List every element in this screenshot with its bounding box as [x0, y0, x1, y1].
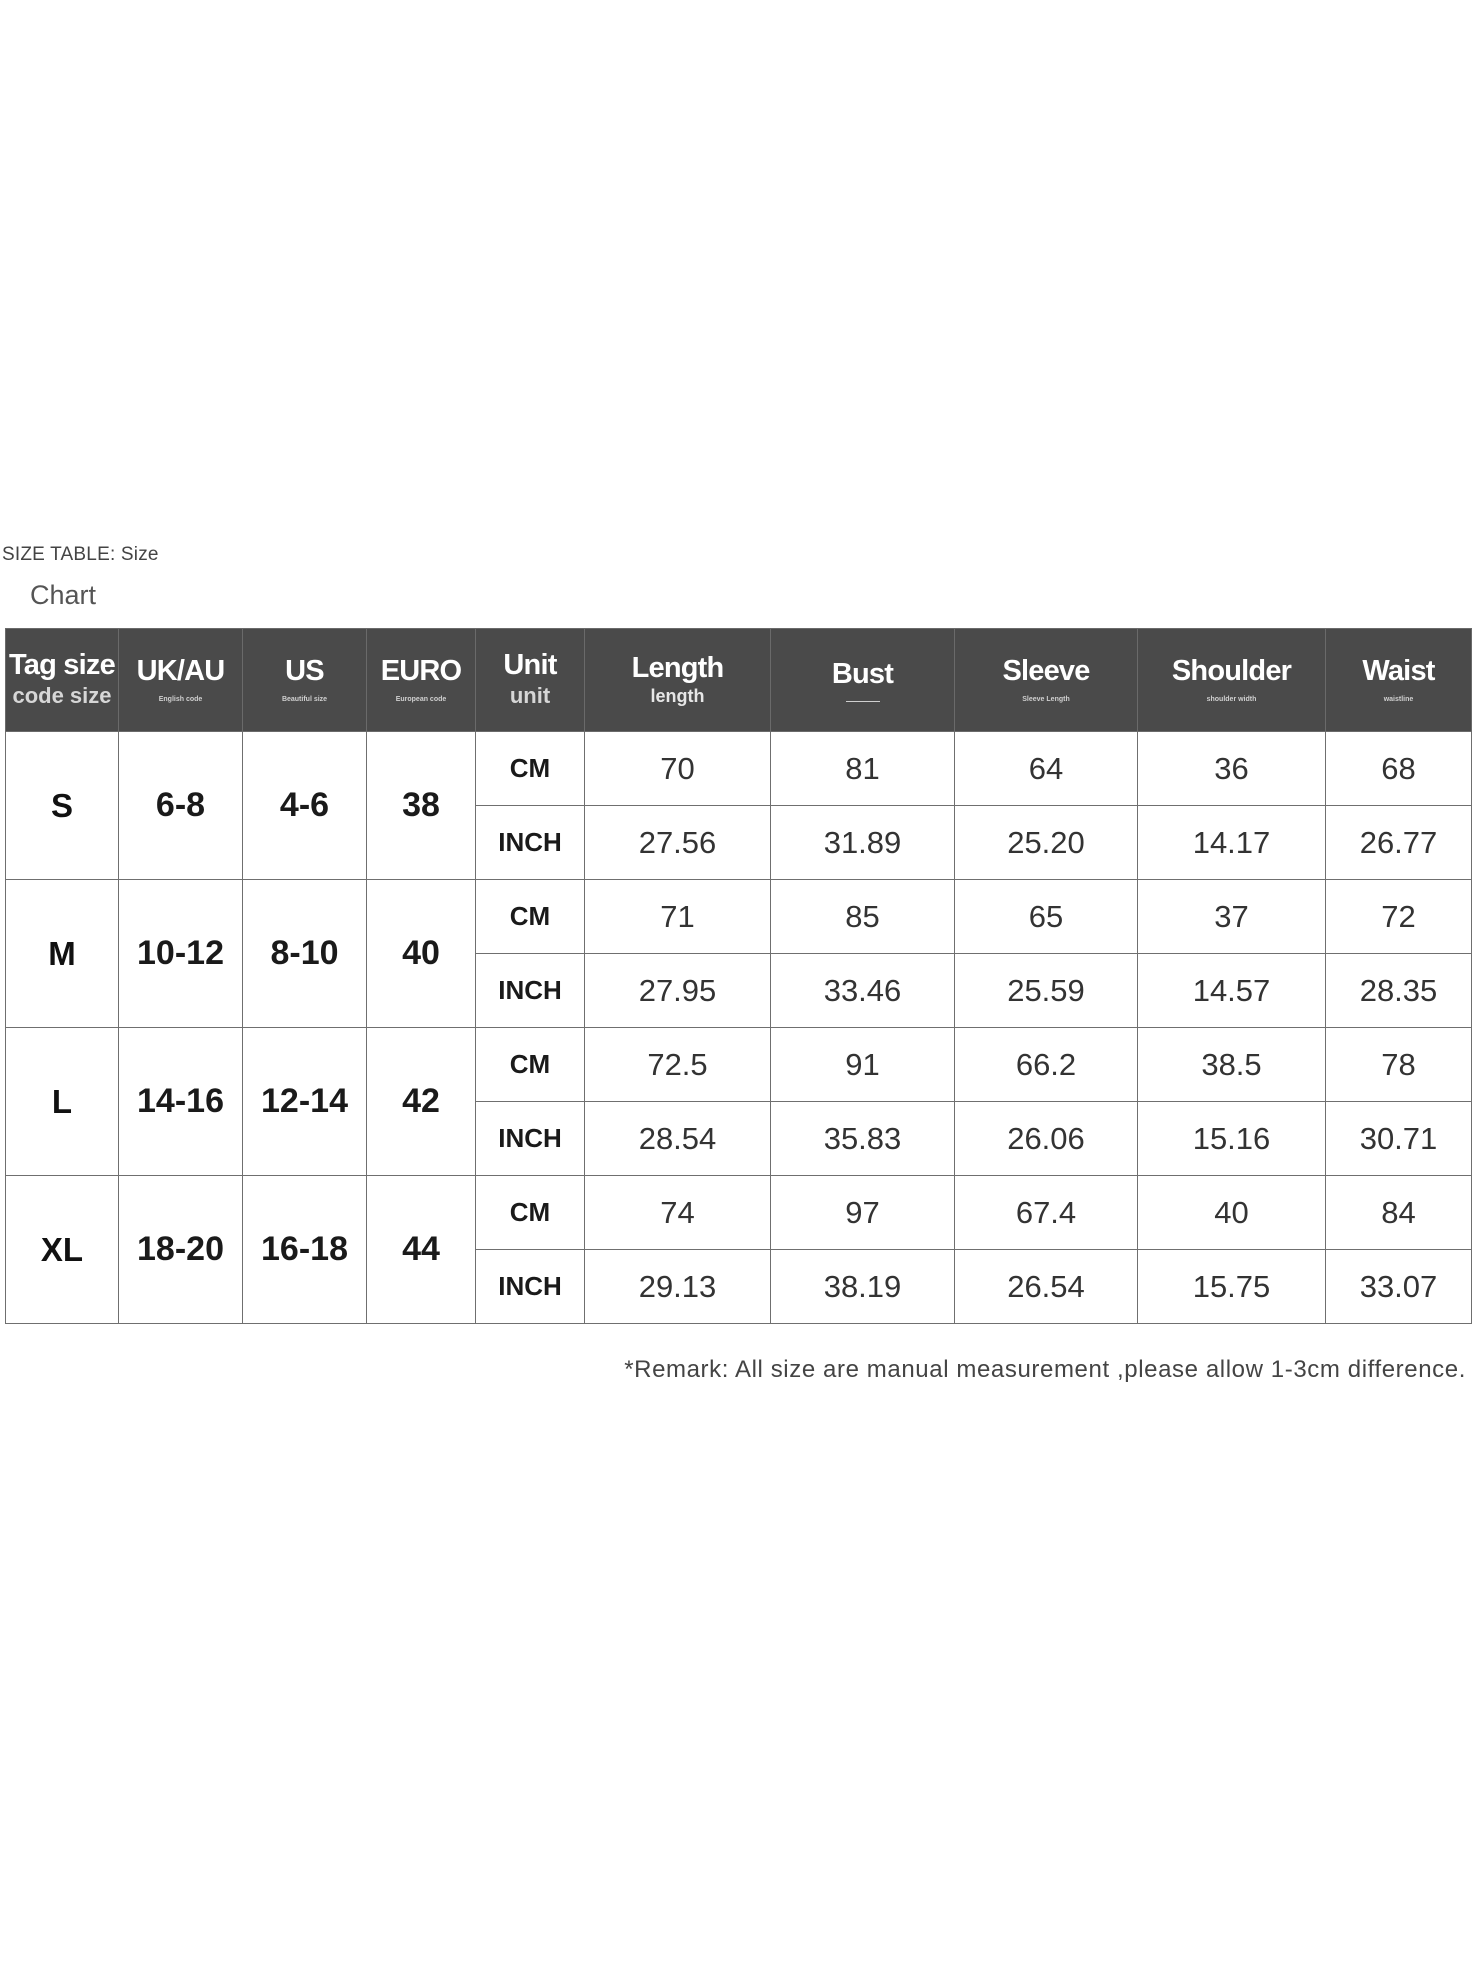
header-us-sublabel: Beautiful size: [281, 696, 328, 704]
bust-cell: 91: [771, 1028, 955, 1102]
sleeve-cell: 25.59: [955, 954, 1138, 1028]
euro-cell: 42: [367, 1028, 476, 1176]
table-row: [6, 1028, 1472, 1102]
waist-cell: 26.77: [1326, 806, 1472, 880]
bust-cell: 38.19: [771, 1250, 955, 1324]
unit-cell: CM: [476, 1028, 585, 1102]
header-shoulder: [1138, 629, 1326, 732]
header-ukau-label: UK/AU: [136, 655, 225, 688]
unit-cell: INCH: [476, 1102, 585, 1176]
waist-cell: 72: [1326, 880, 1472, 954]
length-cell: 27.56: [585, 806, 771, 880]
bust-cell: 31.89: [771, 806, 955, 880]
sleeve-cell: 66.2: [955, 1028, 1138, 1102]
header-tag-size-label: Tag size: [9, 649, 115, 682]
length-cell: 71: [585, 880, 771, 954]
caption-title: SIZE TABLE: Size: [2, 544, 159, 565]
size-cell: XL: [6, 1176, 119, 1324]
header-length-sublabel: length: [650, 685, 705, 706]
header-waist-label: Waist: [1362, 655, 1435, 688]
unit-cell: INCH: [476, 806, 585, 880]
header-euro-sublabel: European code: [395, 696, 447, 704]
us-cell: 4-6: [243, 732, 367, 880]
caption-subtitle: Chart: [30, 580, 97, 610]
waist-cell: 84: [1326, 1176, 1472, 1250]
table-header-row: [6, 629, 1472, 732]
length-cell: 27.95: [585, 954, 771, 1028]
shoulder-cell: 14.17: [1138, 806, 1326, 880]
ukau-cell: 6-8: [119, 732, 243, 880]
size-cell: L: [6, 1028, 119, 1176]
length-cell: 74: [585, 1176, 771, 1250]
table-row: [6, 732, 1472, 806]
header-sleeve-sublabel: Sleeve Length: [1022, 696, 1070, 704]
shoulder-cell: 38.5: [1138, 1028, 1326, 1102]
header-waist-sublabel: waistline: [1383, 696, 1414, 704]
header-shoulder-label: Shoulder: [1171, 655, 1292, 688]
shoulder-cell: 14.57: [1138, 954, 1326, 1028]
unit-cell: CM: [476, 732, 585, 806]
ukau-cell: 10-12: [119, 880, 243, 1028]
waist-cell: 78: [1326, 1028, 1472, 1102]
header-unit: [476, 629, 585, 732]
header-length-label: Length: [631, 651, 724, 684]
sleeve-cell: 26.06: [955, 1102, 1138, 1176]
euro-cell: 40: [367, 880, 476, 1028]
length-cell: 70: [585, 732, 771, 806]
remark-note: *Remark: All size are manual measurement ,please allow 1-3cm difference.: [624, 1356, 1466, 1383]
header-us-label: US: [285, 655, 324, 688]
unit-cell: INCH: [476, 954, 585, 1028]
length-cell: 29.13: [585, 1250, 771, 1324]
header-euro-label: EURO: [380, 655, 462, 688]
waist-cell: 68: [1326, 732, 1472, 806]
header-euro: [367, 629, 476, 732]
length-cell: 72.5: [585, 1028, 771, 1102]
waist-cell: 30.71: [1326, 1102, 1472, 1176]
header-tag-size: [6, 629, 119, 732]
header-bust: [771, 629, 955, 732]
header-ukau: [119, 629, 243, 732]
sleeve-cell: 25.20: [955, 806, 1138, 880]
length-cell: 28.54: [585, 1102, 771, 1176]
unit-cell: CM: [476, 880, 585, 954]
shoulder-cell: 37: [1138, 880, 1326, 954]
table-row: [6, 1176, 1472, 1250]
header-unit-label: Unit: [503, 649, 557, 682]
size-cell: M: [6, 880, 119, 1028]
bust-cell: 85: [771, 880, 955, 954]
bust-cell: 35.83: [771, 1102, 955, 1176]
header-us: [243, 629, 367, 732]
ukau-cell: 18-20: [119, 1176, 243, 1324]
waist-cell: 33.07: [1326, 1250, 1472, 1324]
us-cell: 12-14: [243, 1028, 367, 1176]
header-bust-divider: [846, 701, 880, 702]
unit-cell: INCH: [476, 1250, 585, 1324]
header-tag-size-sublabel: code size: [12, 683, 112, 709]
size-table: [5, 628, 1472, 1324]
shoulder-cell: 15.75: [1138, 1250, 1326, 1324]
bust-cell: 81: [771, 732, 955, 806]
us-cell: 16-18: [243, 1176, 367, 1324]
header-waist: [1326, 629, 1472, 732]
bust-cell: 97: [771, 1176, 955, 1250]
table-row: [6, 880, 1472, 954]
bust-cell: 33.46: [771, 954, 955, 1028]
header-length: [585, 629, 771, 732]
unit-cell: CM: [476, 1176, 585, 1250]
header-sleeve-label: Sleeve: [1002, 655, 1090, 688]
sleeve-cell: 64: [955, 732, 1138, 806]
size-cell: S: [6, 732, 119, 880]
header-shoulder-sublabel: shoulder width: [1206, 696, 1257, 704]
header-ukau-sublabel: English code: [158, 696, 203, 704]
sleeve-cell: 65: [955, 880, 1138, 954]
shoulder-cell: 15.16: [1138, 1102, 1326, 1176]
us-cell: 8-10: [243, 880, 367, 1028]
euro-cell: 38: [367, 732, 476, 880]
header-unit-sublabel: unit: [509, 683, 551, 709]
sleeve-cell: 26.54: [955, 1250, 1138, 1324]
shoulder-cell: 40: [1138, 1176, 1326, 1250]
euro-cell: 44: [367, 1176, 476, 1324]
waist-cell: 28.35: [1326, 954, 1472, 1028]
sleeve-cell: 67.4: [955, 1176, 1138, 1250]
header-bust-label: Bust: [831, 657, 894, 690]
shoulder-cell: 36: [1138, 732, 1326, 806]
ukau-cell: 14-16: [119, 1028, 243, 1176]
header-sleeve: [955, 629, 1138, 732]
